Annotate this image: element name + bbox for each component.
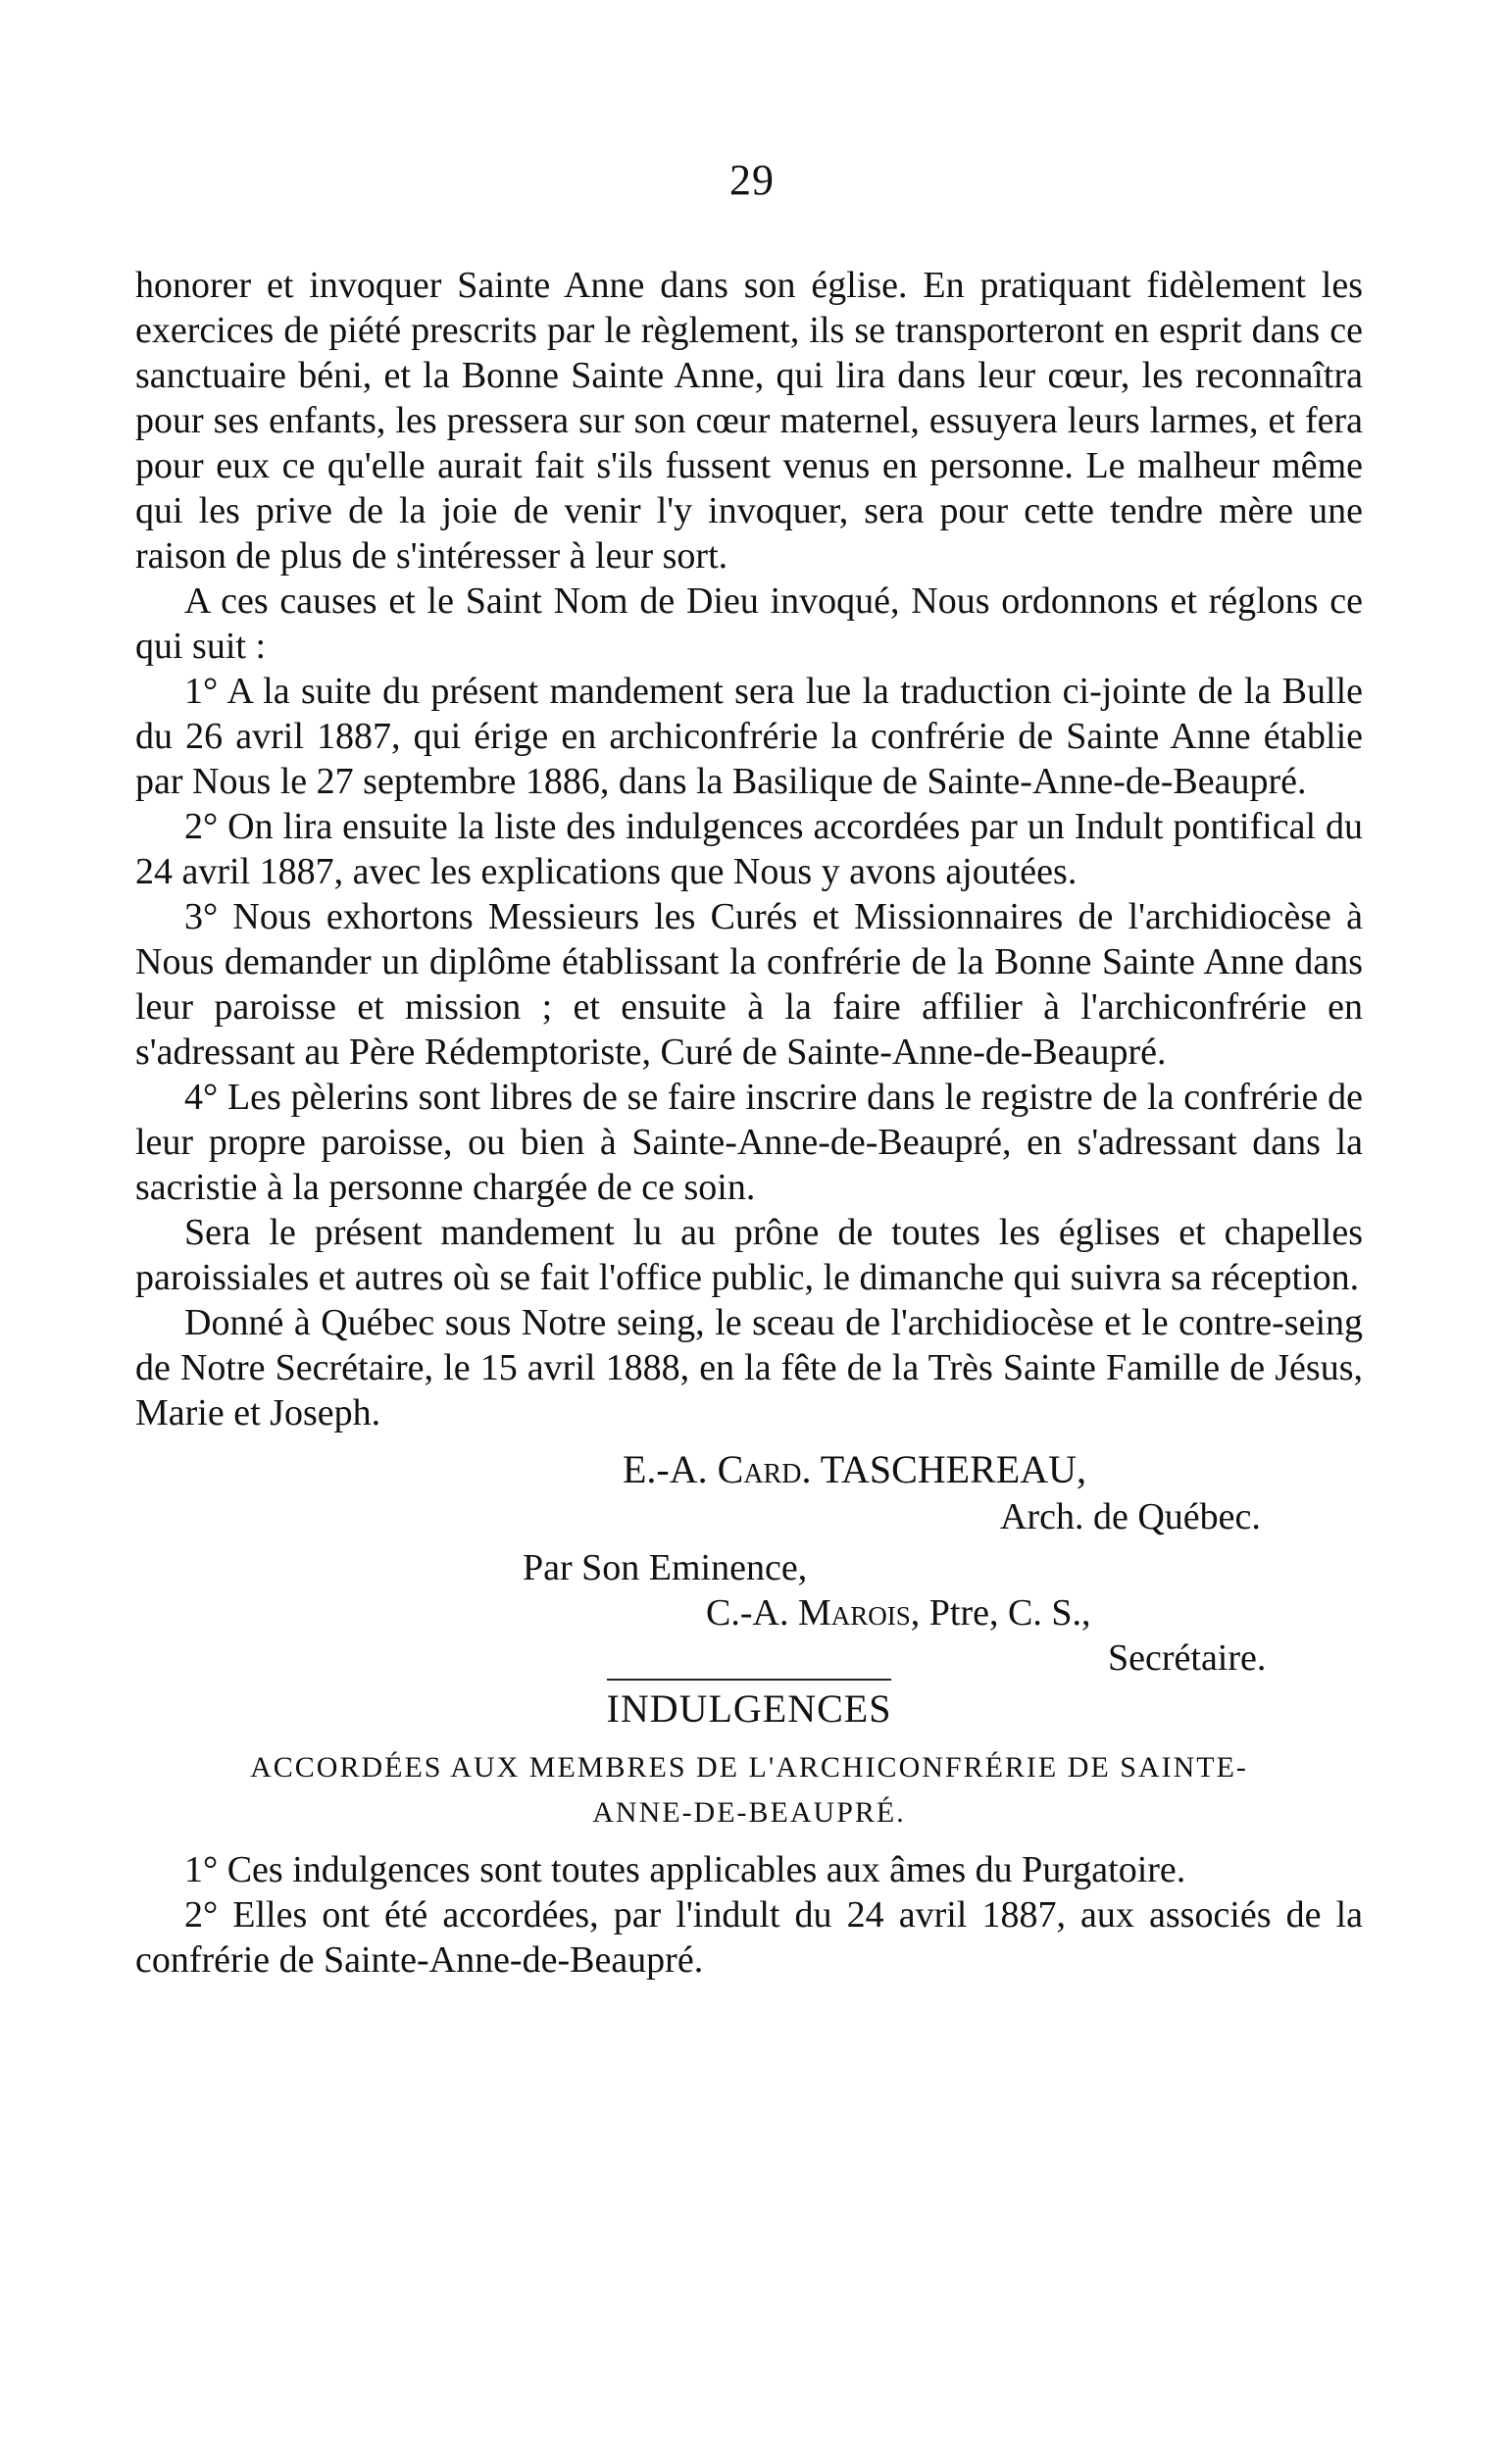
paragraph-item-2: 2° On lira ensuite la liste des indulgences accordées par un Indult pontifical du 24 avril 1887, avec les explications que Nous y avons ajoutées. [135, 806, 1363, 892]
signatory-surname: TASCHEREAU, [811, 1447, 1086, 1491]
paragraph-given-at: Donné à Québec sous Notre seing, le sceau de l'archidiocèse et le contre-seing de Notre Secrétaire, le 15 avril 1888, en la fête de la Très Sainte Famille de Jésus, Marie et Joseph. [135, 1302, 1363, 1433]
signatory-title: Arch. de Québec. [1000, 1496, 1261, 1537]
signatory-name [623, 1447, 1086, 1492]
paragraph-item-4: 4° Les pèlerins sont libres de se faire inscrire dans le registre de la confrérie de leur propre paroisse, ou bien à Sainte-Anne-de-Beaupré, en s'adressant dans la sacristie à la personne chargée de ce soin. [135, 1077, 1363, 1208]
page-body [135, 263, 1363, 1983]
paragraph-item-1: 1° A la suite du présent mandement sera lue la traduction ci-jointe de la Bulle du 26 avril 1887, qui érige en archiconfrérie la confrérie de Sainte Anne établie par Nous le 27 septembre 1886, dans la Basilique de Sainte-Anne-de-Beaupré. [135, 671, 1363, 802]
section-heading-text: INDULGENCES [607, 1679, 892, 1731]
secretary-name [706, 1590, 1090, 1635]
secretary-title: Secrétaire. [1108, 1637, 1267, 1679]
section-heading [135, 1686, 1363, 1732]
paragraph-reading-order: Sera le présent mandement lu au prône de toutes les églises et chapelles paroissiales et autres où se fait l'office public, le dimanche qui suivra sa réception. [135, 1212, 1363, 1298]
paragraph-continuation: honorer et invoquer Sainte Anne dans son église. En pratiquant fidèlement les exercices de piété prescrits par le règlement, ils se transporteront en esprit dans ce sanctuaire béni, et la Bonne Sainte Anne, qui lira dans leur cœur, les reconnaîtra pour ses enfants, les pressera sur son cœur maternel, essuyera leurs larmes, et fera pour eux ce qu'elle aurait fait s'ils fussent venus en personne. Le malheur même qui les prive de la joie de venir l'y invoquer, sera pour cette tendre mère une raison de plus de s'intéresser à leur sort. [135, 265, 1363, 577]
signatory-initials: E.-A. [623, 1447, 718, 1491]
paragraph-item-3: 3° Nous exhortons Messieurs les Curés et Missionnaires de l'archidiocèse à Nous demander un diplôme établissant la confrérie de la Bonne Sainte Anne dans leur paroisse et mission ; et ensuite à la faire affilier à l'archiconfrérie en s'adressant au Père Rédemptoriste, Curé de Sainte-Anne-de-Beaupré. [135, 896, 1363, 1073]
signature-block [135, 1447, 1363, 1679]
secretary-initials: C.-A. [706, 1592, 798, 1634]
secretary-surname: Marois, [797, 1592, 921, 1634]
signatory-card: Card. [717, 1447, 812, 1491]
page-number: 29 [729, 156, 775, 204]
paragraph-causes: A ces causes et le Saint Nom de Dieu invoqué, Nous ordonnons et réglons ce qui suit : [135, 580, 1363, 667]
section-subheading-line2: ANNE-DE-BEAUPRÉ. [592, 1796, 906, 1829]
section-subheading-line1: ACCORDÉES AUX MEMBRES DE L'ARCHICONFRÉRIE DE SAINTE- [250, 1751, 1248, 1784]
indulgence-item-2: 2° Elles ont été accordées, par l'indult du 24 avril 1887, aux associés de la confrérie de Sainte-Anne-de-Beaupré. [135, 1894, 1363, 1981]
by-his-eminence: Par Son Eminence, [523, 1547, 808, 1588]
secretary-rest: Ptre, C. S., [920, 1592, 1091, 1634]
indulgence-item-1: 1° Ces indulgences sont toutes applicables aux âmes du Purgatoire. [184, 1849, 1186, 1890]
